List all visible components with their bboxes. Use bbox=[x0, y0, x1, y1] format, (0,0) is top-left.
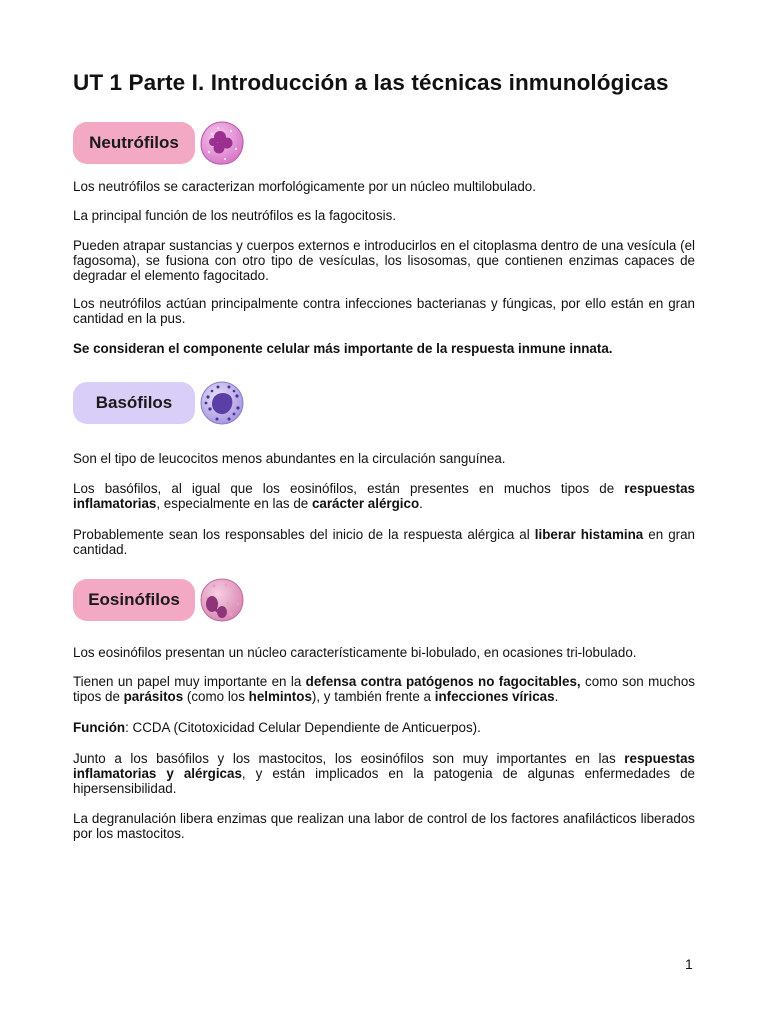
eosinofilos-paragraph-3: Función: CCDA (Citotoxicidad Celular Dependiente de Anticuerpos). bbox=[73, 720, 481, 735]
section-heading-eosinofilos bbox=[73, 576, 246, 624]
eosinophil-icon bbox=[198, 576, 246, 624]
basofilos-paragraph-1: Son el tipo de leucocitos menos abundantes en la circulación sanguínea. bbox=[73, 451, 506, 466]
neutrofilos-paragraph-3: Pueden atrapar sustancias y cuerpos externos e introducirlos en el citoplasma dentro de una vesícula (el fagosoma), se fusiona con otro tipo de vesículas, los lisosomas, que contienen enzimas capaces de degradar el elemento fagocitado. bbox=[73, 238, 695, 284]
neutrofilos-paragraph-2: La principal función de los neutrófilos es la fagocitosis. bbox=[73, 208, 397, 223]
neutrofilos-paragraph-4: Los neutrófilos actúan principalmente contra infecciones bacterianas y fúngicas, por ello están en gran cantidad en la pus. bbox=[73, 296, 695, 327]
basophil-icon bbox=[198, 379, 246, 427]
neutrophil-icon bbox=[198, 119, 246, 167]
basofilos-pill: Basófilos bbox=[73, 382, 195, 424]
eosinofilos-paragraph-5: La degranulación libera enzimas que realizan una labor de control de los factores anafilácticos liberados por los mastocitos. bbox=[73, 811, 695, 842]
eosinofilos-pill: Eosinófilos bbox=[73, 579, 195, 621]
basofilos-paragraph-2: Los basófilos, al igual que los eosinófilos, están presentes en muchos tipos de respuestas inflamatorias, especialmente en las de carácter alérgico. bbox=[73, 481, 695, 512]
section-heading-basofilos bbox=[73, 379, 246, 427]
eosinofilos-paragraph-1: Los eosinófilos presentan un núcleo característicamente bi-lobulado, en ocasiones tri-lobulado. bbox=[73, 645, 637, 660]
basofilos-paragraph-3: Probablemente sean los responsables del inicio de la respuesta alérgica al liberar histamina en gran cantidad. bbox=[73, 527, 696, 558]
neutrofilos-paragraph-1: Los neutrófilos se caracterizan morfológicamente por un núcleo multilobulado. bbox=[73, 179, 536, 194]
section-heading-neutrofilos bbox=[73, 119, 246, 167]
neutrofilos-pill: Neutrófilos bbox=[73, 122, 195, 164]
page-title: UT 1 Parte I. Introducción a las técnicas inmunológicas bbox=[73, 70, 669, 95]
neutrofilos-paragraph-5: Se consideran el componente celular más importante de la respuesta inmune innata. bbox=[73, 341, 613, 356]
eosinofilos-paragraph-4: Junto a los basófilos y los mastocitos, los eosinófilos son muy importantes en las respuestas inflamatorias y alérgicas, y están implicados en la patogenia de algunas enfermedades de hipersensibilidad. bbox=[73, 751, 695, 797]
eosinofilos-paragraph-2: Tienen un papel muy importante en la defensa contra patógenos no fagocitables, como son muchos tipos de parásitos (como los helmintos), y también frente a infecciones víricas. bbox=[73, 674, 695, 705]
page-number: 1 bbox=[685, 956, 693, 972]
